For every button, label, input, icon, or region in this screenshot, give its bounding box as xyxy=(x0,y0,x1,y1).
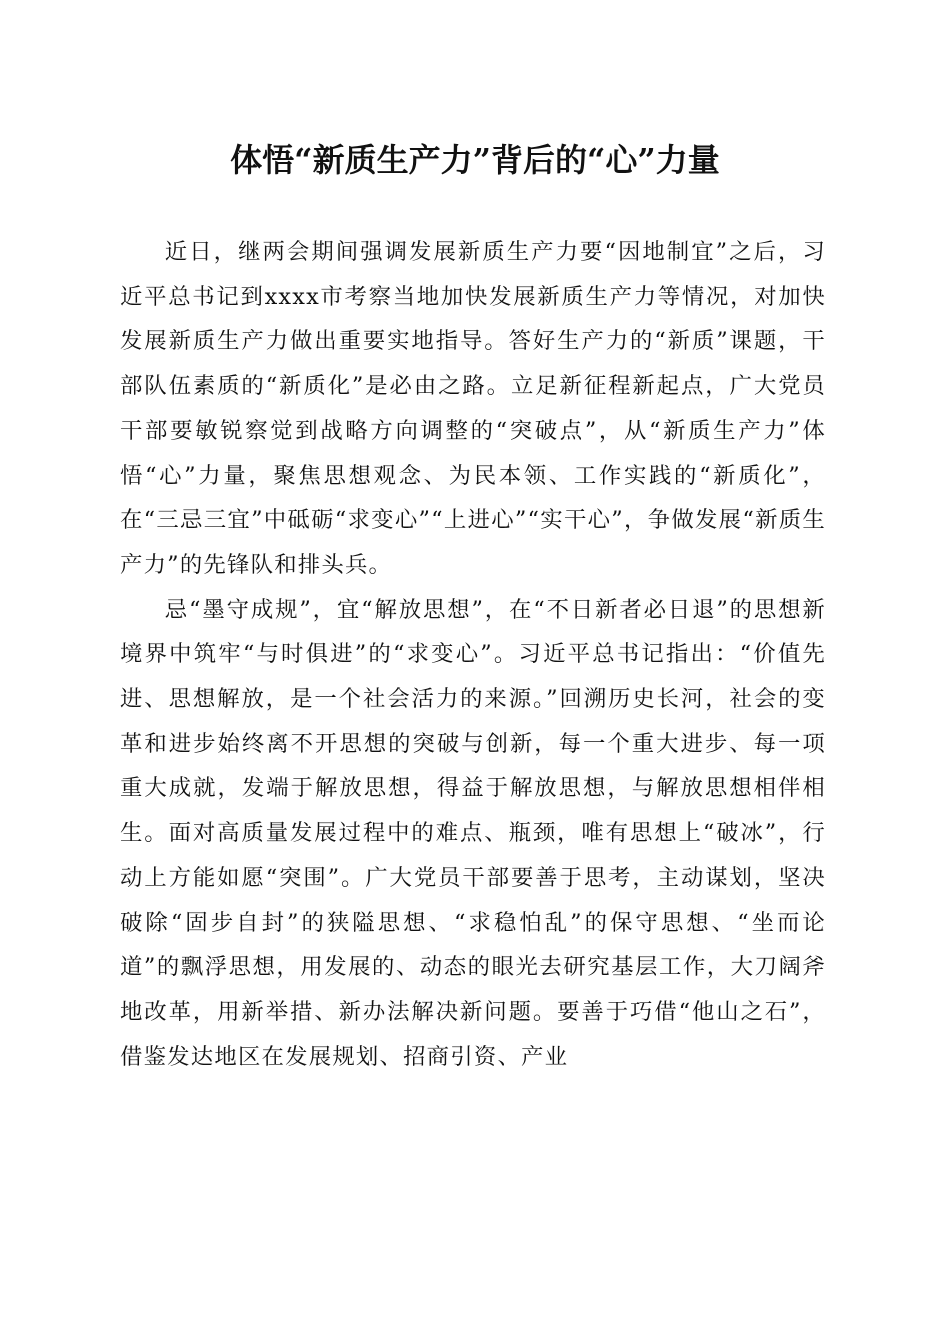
document-title: 体悟“新质生产力”背后的“心”力量 xyxy=(230,141,720,179)
document-body xyxy=(120,230,826,1079)
paragraph-2: 忌“墨守成规”，宜“解放思想”，在“不日新者必日退”的思想新境界中筑牢“与时俱进”的“求变心”。习近平总书记指出：“价值先进、思想解放，是一个社会活力的来源。”回溯历史长河，社会的变革和进步始终离不开思想的突破与创新，每一个重大进步、每一项重大成就，发端于解放思想，得益于解放思想，与解放思想相伴相生。面对高质量发展过程中的难点、瓶颈，唯有思想上“破冰”，行动上方能如愿“突围”。广大党员干部要善于思考，主动谋划，坚决破除“固步自封”的狭隘思想、“求稳怕乱”的保守思想、“坐而论道”的飘浮思想，用发展的、动态的眼光去研究基层工作，大刀阔斧地改革，用新举措、新办法解决新问题。要善于巧借“他山之石”，借鉴发达地区在发展规划、招商引资、产业 xyxy=(120,596,826,1070)
paragraph-1: 近日，继两会期间强调发展新质生产力要“因地制宜”之后，习近平总书记到xxxx市考察当地加快发展新质生产力等情况，对加快发展新质生产力做出重要实地指导。答好生产力的“新质”课题，干部队伍素质的“新质化”是必由之路。立足新征程新起点，广大党员干部要敏锐察觉到战略方向调整的“突破点”，从“新质生产力”体悟“心”力量，聚焦思想观念、为民本领、工作实践的“新质化”，在“三忌三宜”中砥砺“求变心”“上进心”“实干心”，争做发展“新质生产力”的先锋队和排头兵。 xyxy=(120,239,826,578)
